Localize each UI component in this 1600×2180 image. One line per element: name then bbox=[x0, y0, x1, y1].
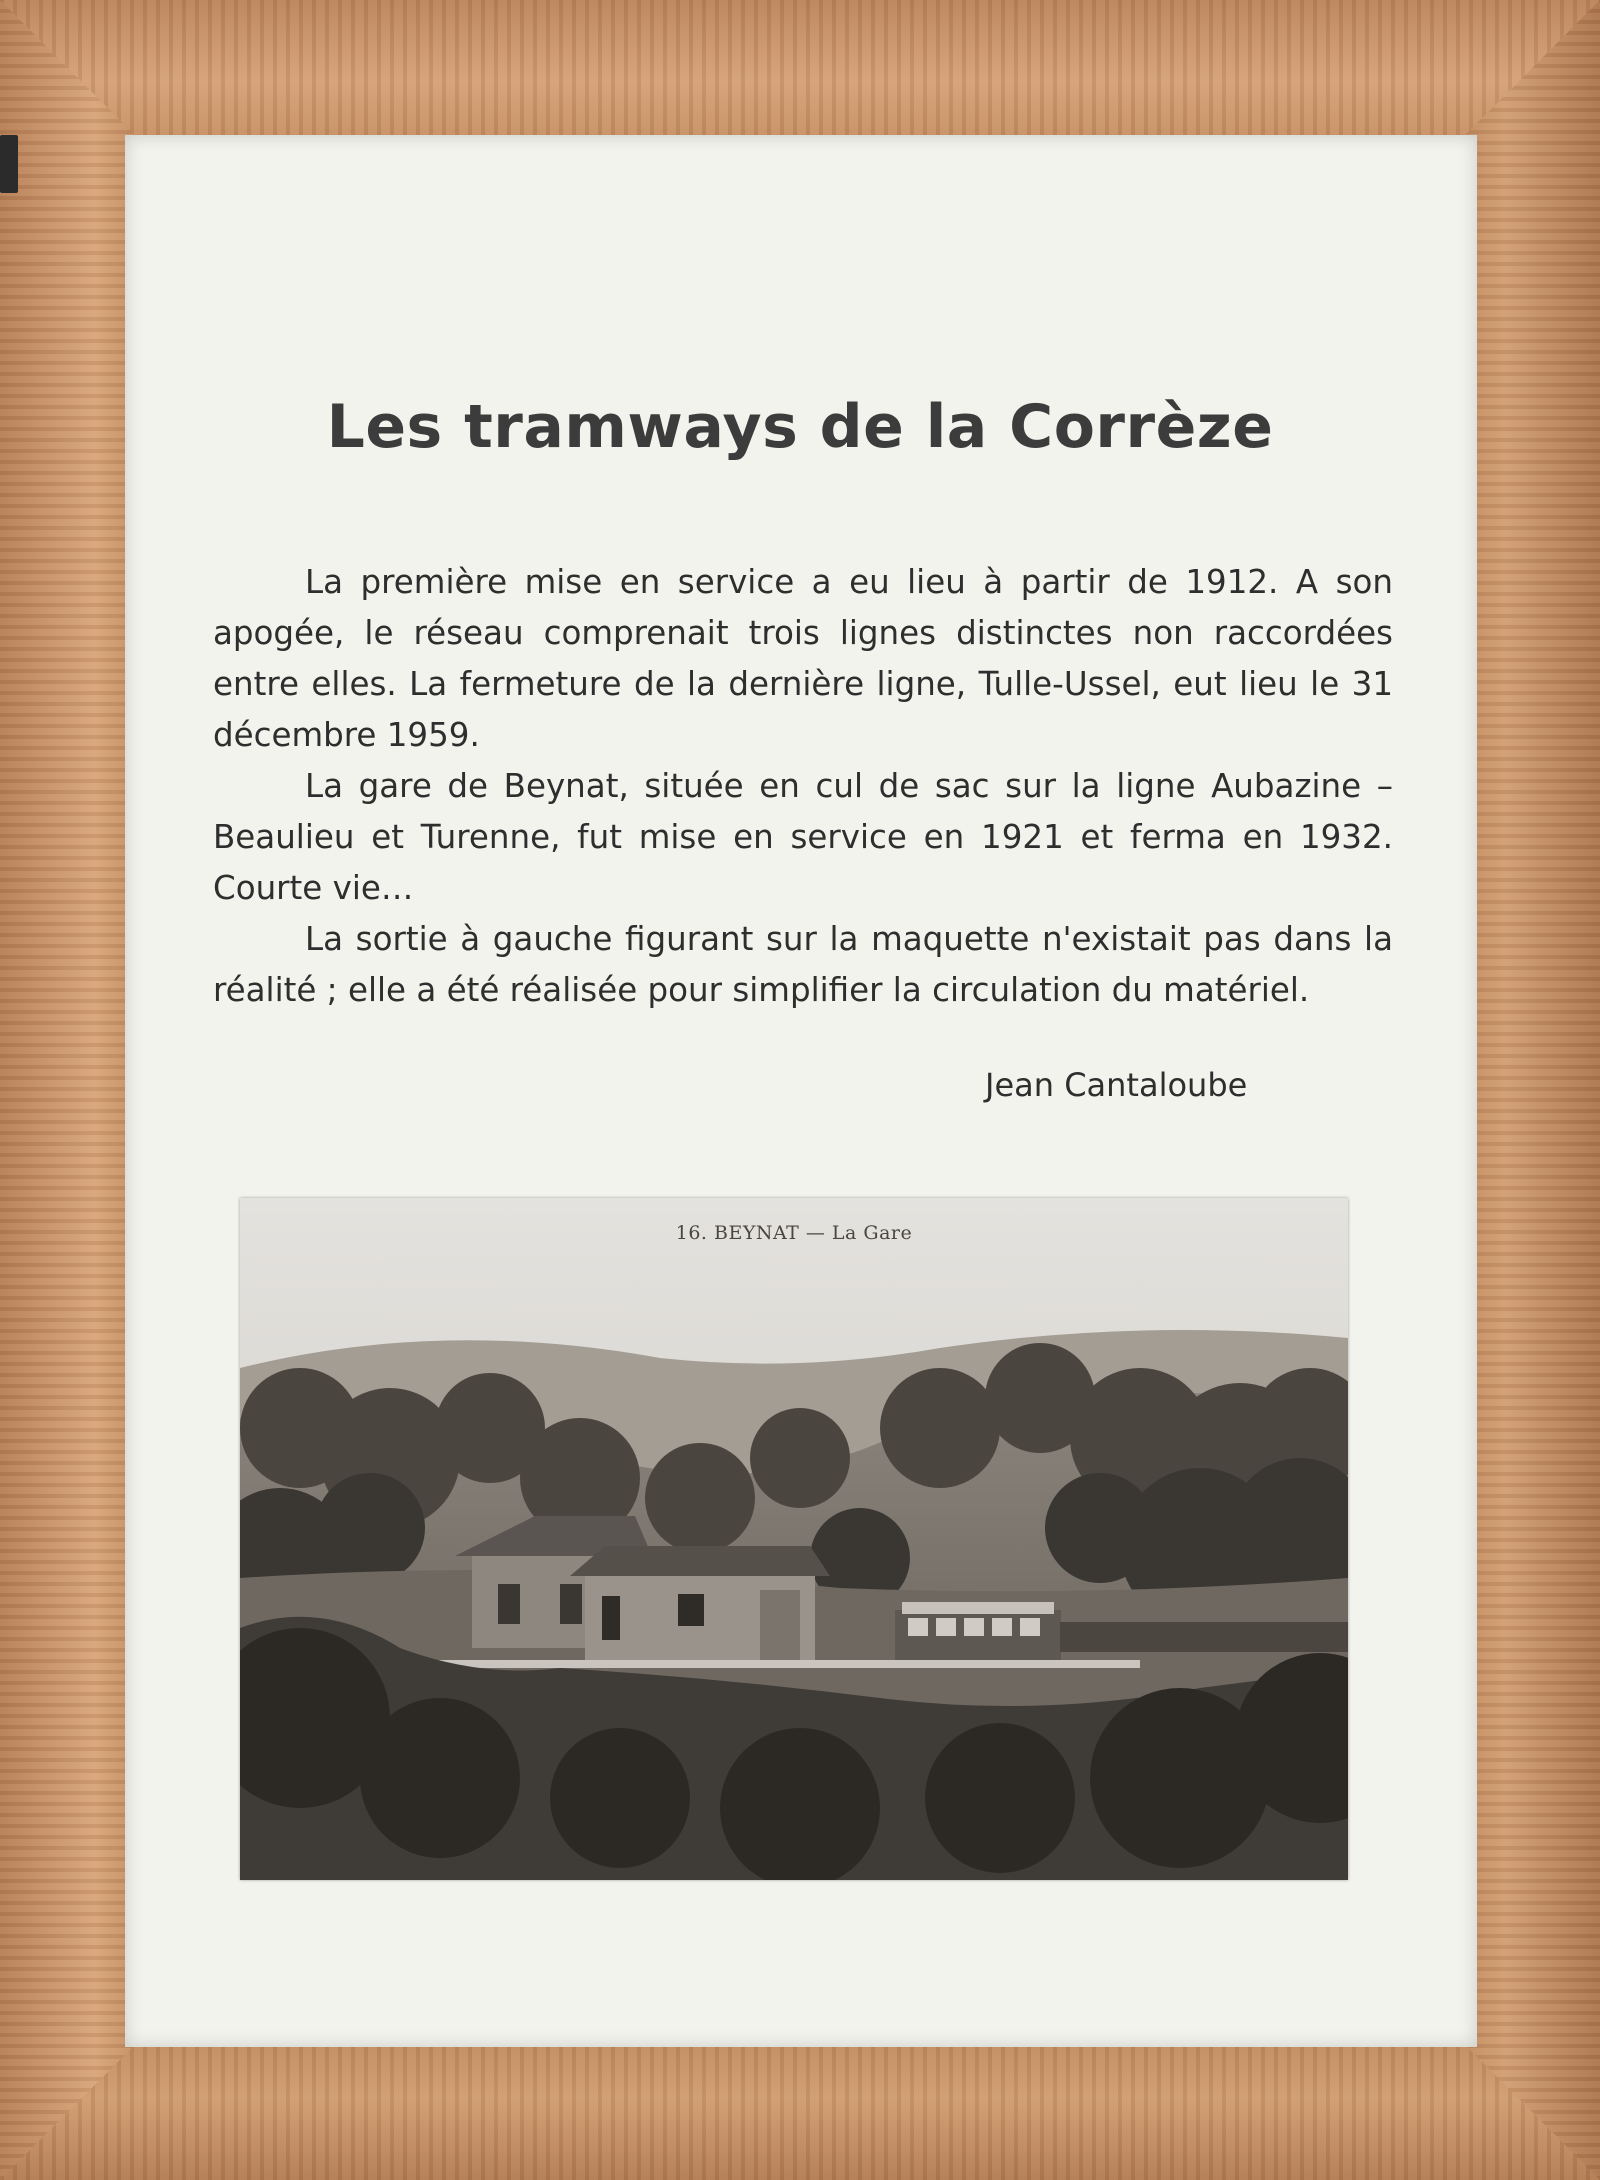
frame-right-rail bbox=[1465, 0, 1600, 2180]
paragraph-beynat-station: La gare de Beynat, située en cul de sac sur la ligne Aubazine – Beaulieu et Turenne, fut mise en service en 1921 et ferma en 1932. Courte vie… bbox=[213, 767, 1393, 907]
paragraph-model-exit: La sortie à gauche figurant sur la maquette n'existait pas dans la réalité ; elle a été réalisée pour simplifier la circulation du matériel. bbox=[213, 920, 1393, 1009]
frame-left-rail bbox=[0, 0, 135, 2180]
author-signature: Jean Cantaloube bbox=[985, 1066, 1248, 1104]
hanger-clip bbox=[0, 135, 18, 193]
frame-top-rail bbox=[0, 0, 1600, 135]
paragraph-history: La première mise en service a eu lieu à partir de 1912. A son apogée, le réseau comprenait trois lignes distinctes non raccordées entre elles. La fermeture de la dernière ligne, Tulle-Ussel, eut lieu le 31 décembre 1959. bbox=[213, 563, 1393, 754]
postcard-caption: 16. BEYNAT — La Gare bbox=[675, 1222, 913, 1244]
body-text bbox=[213, 557, 1393, 1016]
page-title: Les tramways de la Corrèze bbox=[326, 392, 1274, 462]
tram-car-icon bbox=[895, 1602, 1061, 1666]
vintage-postcard-photo bbox=[240, 1198, 1348, 1880]
frame-bottom-rail bbox=[0, 2045, 1600, 2180]
station-scene-illustration bbox=[240, 1198, 1348, 1880]
